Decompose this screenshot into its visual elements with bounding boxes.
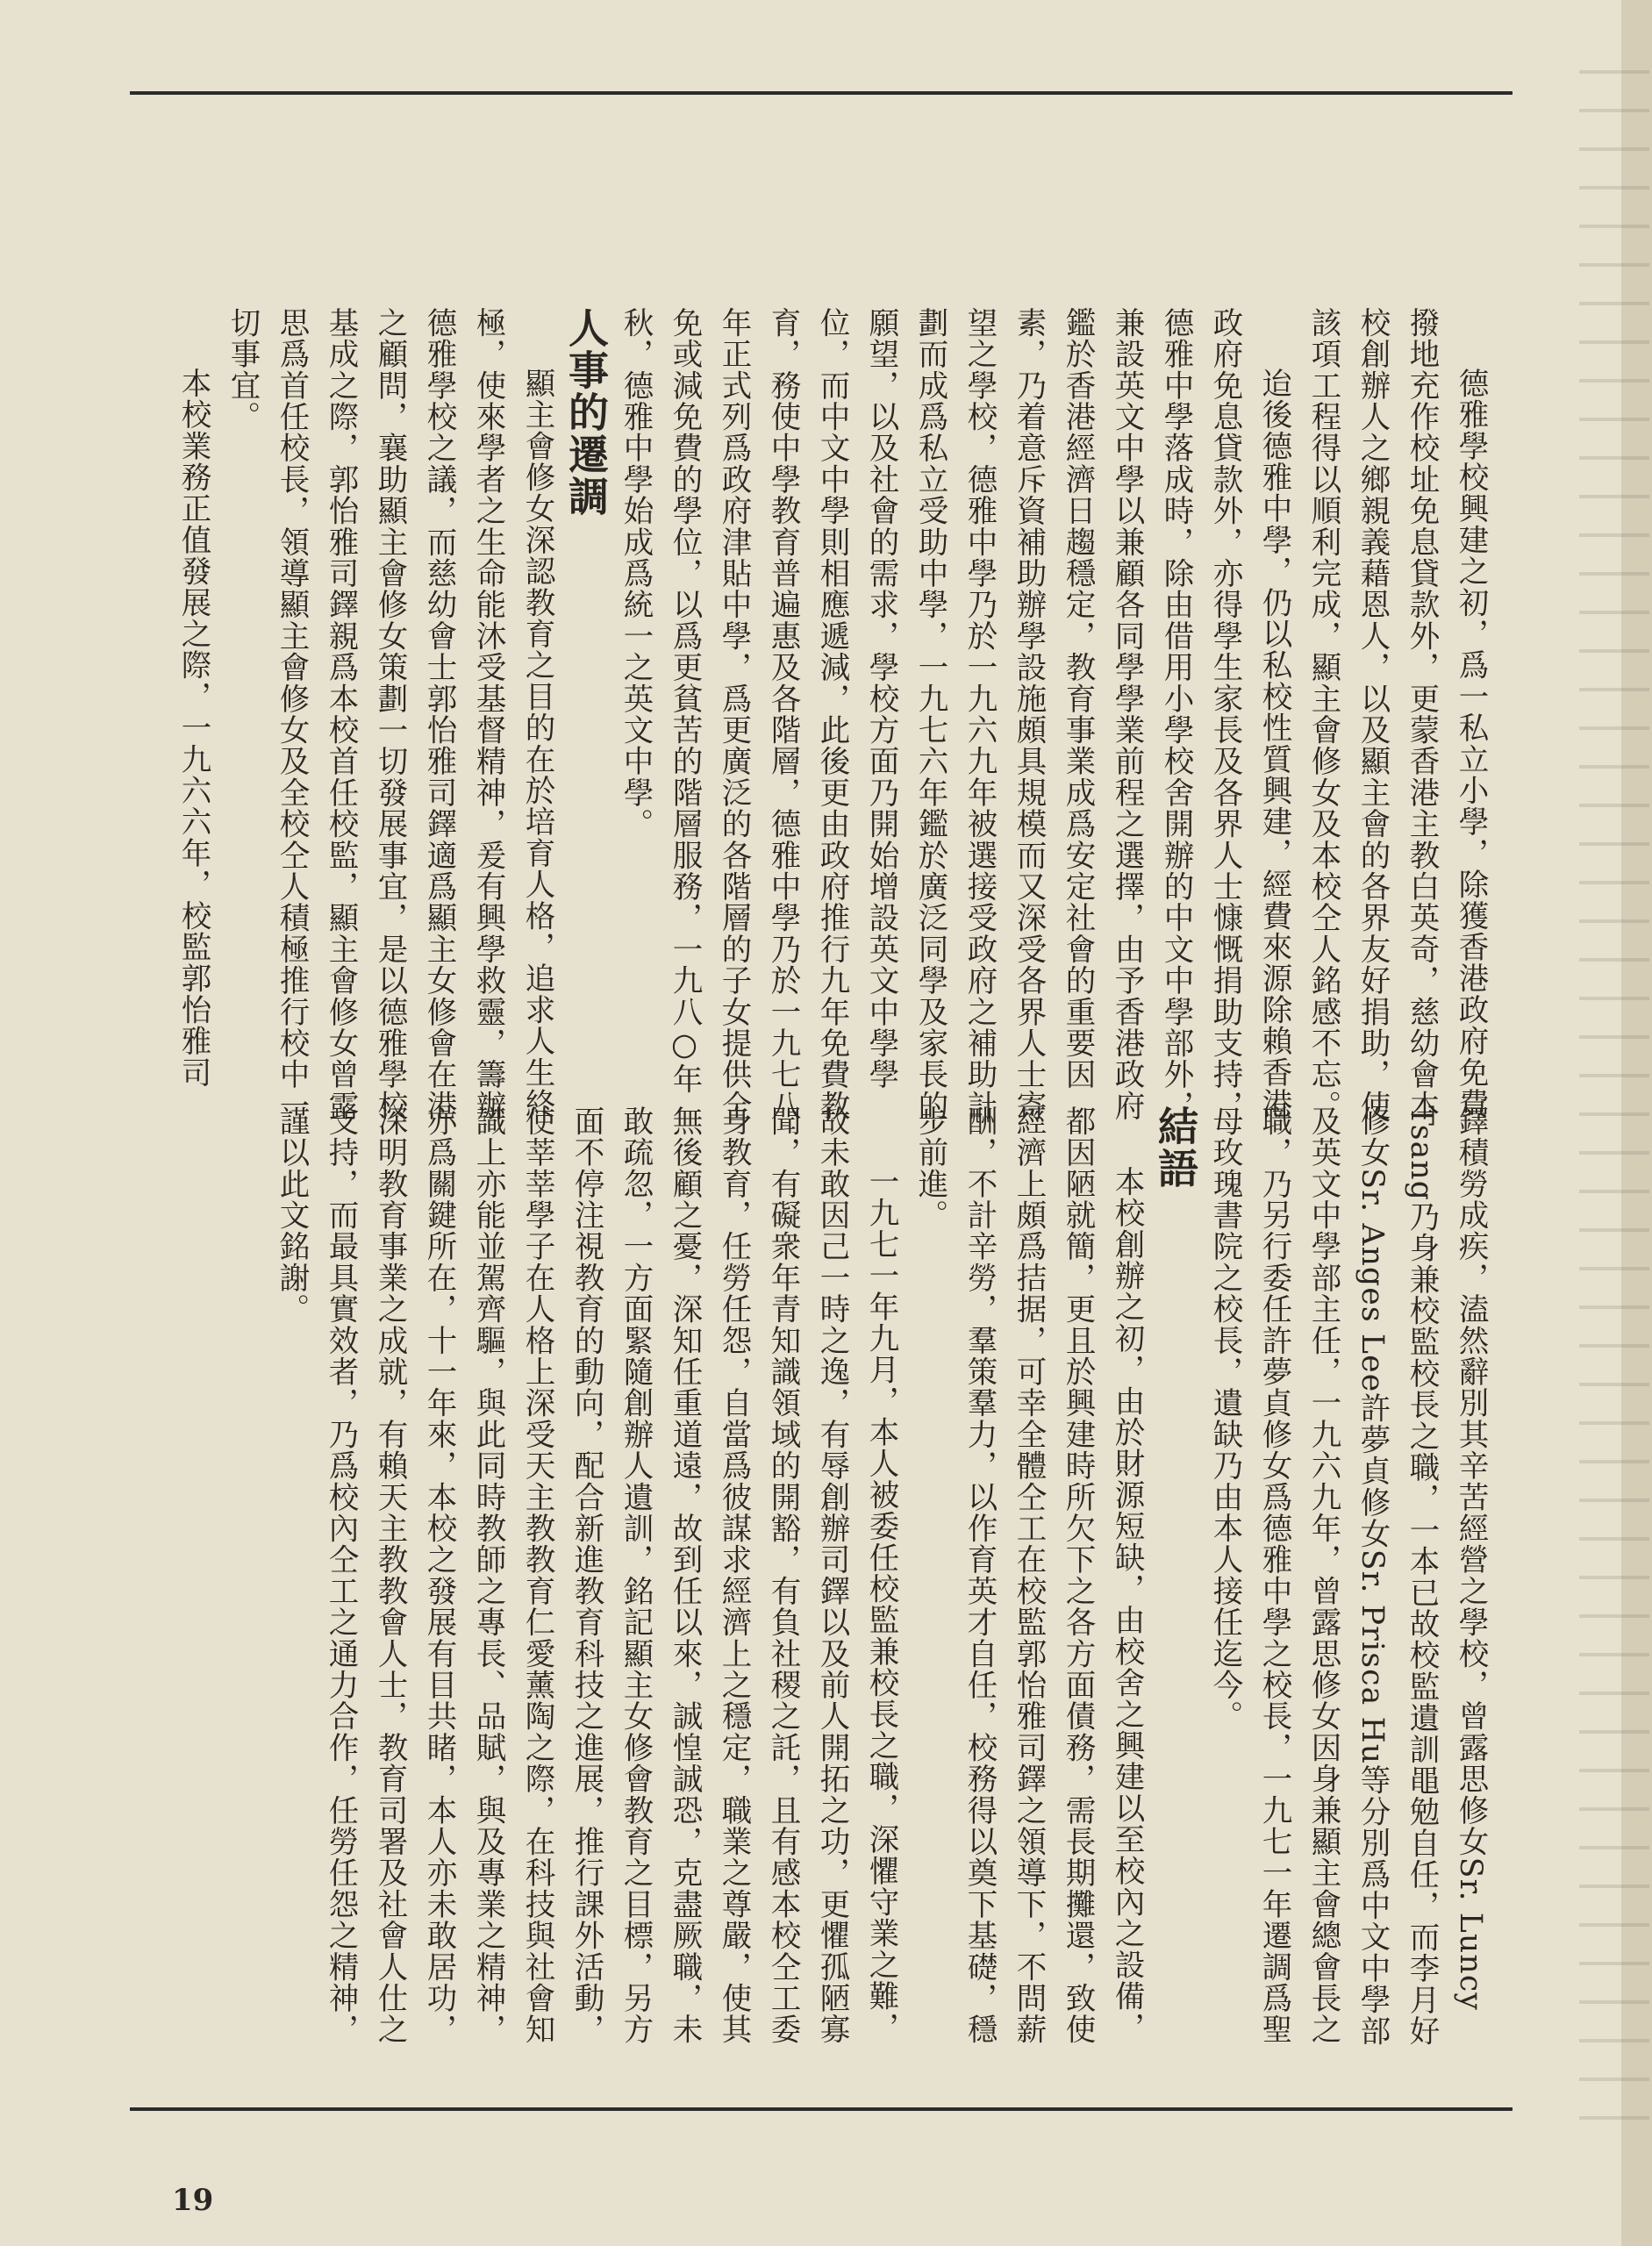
page-number: 19 xyxy=(172,2183,214,2218)
upper-text-block xyxy=(175,307,1495,1141)
paragraph: 德雅學校興建之初，爲一私立小學，除獲香港政府免費撥地充作校址免息貸款外，更蒙香港主教白英奇，慈幼會本校創辦人之鄉親義藉恩人，以及顯主會的各界友好捐助，使該項工程得以順利完成，顯主會修女及本校仝人銘感不忘。 xyxy=(1305,307,1488,1122)
section-heading: 人事的遷調 xyxy=(562,307,610,518)
paragraph: 本校業務正值發展之際，一九六六年，校監郭怡雅司 xyxy=(175,368,211,1089)
paragraph: 鐸積勞成疾，溘然辭別其辛苦經營之學校，曾露思修女Sr. Luncy Tsang乃身兼校監校長之職，一本已故校監遺訓黽勉自任，而李月好修女Sr. Anges Lee許夢貞修女Sr. Prisca Hu等分別爲中文中學部及英文中學部主任，一九六九年，曾露思修女因身兼顯主會總會長之職，乃另行委任許夢貞修女爲德雅中學之校長，一九七一年遷調爲聖母玫瑰書院之校長，遺缺乃由本人接任迄今。 xyxy=(1207,1105,1488,2047)
bottom-rule xyxy=(130,2107,1513,2111)
lower-text-block xyxy=(204,1105,1495,2062)
section-heading: 結語 xyxy=(1152,1105,1199,1190)
bleed-through-shadow xyxy=(1579,35,1649,2141)
paragraph: 本校創辦之初，由於財源短缺，由校舍之興建以至校內之設備，都因陋就簡，更且於興建時所欠下之各方面債務，需長期攤還，致使經濟上頗爲拮据，可幸全體仝工在校監郭怡雅司鐸之領導下，不問薪酬，不計辛勞，羣策羣力，以作育英才自任，校務得以奠下基礎，穩步前進。 xyxy=(912,1105,1144,2045)
paragraph: 顯主會修女深認教育之目的在於培育人格，追求人生終極，使來學者之生命能沐受基督精神，爰有興學救靈，籌辦德雅學校之議，而慈幼會士郭怡雅司鐸適爲顯主女修會在港之顧問，襄助顯主會修女策劃一切發展事宜，是以德雅學校基成之際，郭怡雅司鐸親爲本校首任校監，顯主會修女曾露思爲首任校長，領導顯主會修女及全校仝人積極推行校中一切事宜。 xyxy=(225,307,554,1122)
paragraph: 迨後德雅中學，仍以私校性質興建，經費來源除賴香港政府免息貸款外，亦得學生家長及各界人士慷慨捐助支持，德雅中學落成時，除由借用小學校舍開辦的中文中學部外，兼設英文中學以兼顧各同學學業前程之選擇，由予香港政府鑑於香港經濟日趨穩定，教育事業成爲安定社會的重要因素，乃着意斥資補助辦學設施頗具規模而又深受各界人士寄望之學校，德雅中學乃於一九六九年被選接受政府之補助計劃而成爲私立受助中學，一九七六年鑑於廣泛同學及家長的願望，以及社會的需求，學校方面乃開始增設英文中學學位，而中文中學則相應遞減，此後更由政府推行九年免費教育，務使中學教育普遍惠及各階層，德雅中學乃於一九七八年正式列爲政府津貼中學，爲更廣泛的各階層的子女提供全免或減免費的學位，以爲更貧苦的階層服務，一九八○年秋，德雅中學始成爲統一之英文中學。 xyxy=(618,307,1291,1122)
paragraph: 一九七一年九月，本人被委任校監兼校長之職，深懼守業之難，故未敢因己一時之逸，有辱創辦司鐸以及前人開拓之功，更懼孤陋寡聞，有礙衆年青知識領域的開豁，有負社稷之託，且有感本校仝工委身教育，任勞任怨，自當爲彼謀求經濟上之穩定，職業之尊嚴，使其無後顧之憂，深知任重道遠，故到任以來，誠惶誠恐，克盡厥職，未敢疏忽，一方面緊隨創辦人遺訓，銘記顯主女修會教育之目標，另方面不停注視教育的動向，配合新進教育科技之進展，推行課外活動，使莘莘學子在人格上深受天主教教育仁愛薰陶之際，在科技與社會知識上亦能並駕齊驅，與此同時教師之專長、品賦，與及專業之精神，亦爲關鍵所在，十一年來，本校之發展有目共睹，本人亦未敢居功，深明教育事業之成就，有賴天主教教會人士，教育司署及社會人仕之支持，而最具實效者，乃爲校內仝工之通力合作，任勞任怨之精神，謹以此文銘謝。 xyxy=(274,1105,898,2045)
top-rule xyxy=(130,91,1513,95)
